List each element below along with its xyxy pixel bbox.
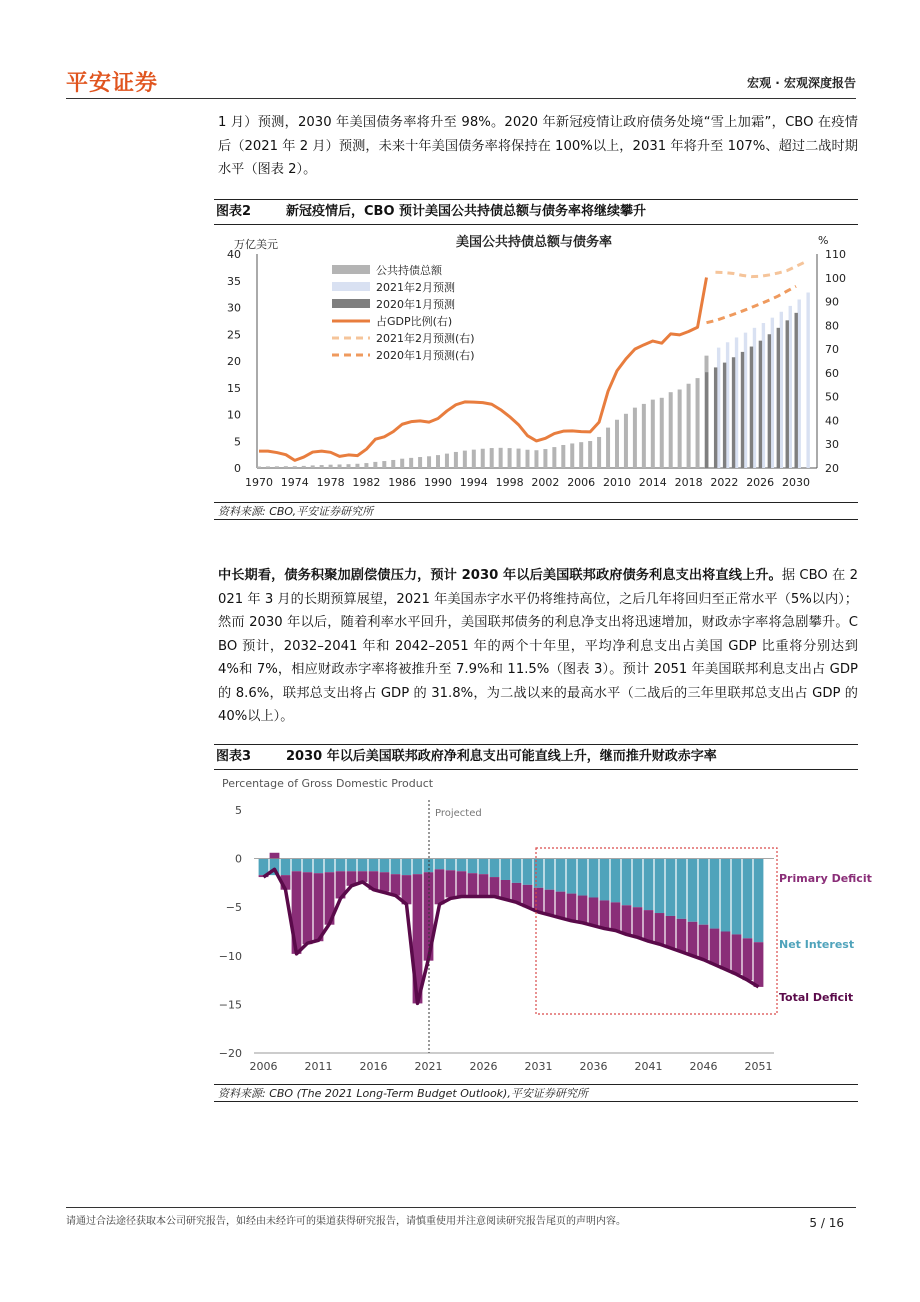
debt-bar [499, 448, 503, 468]
chart1-x-tick: 1982 [352, 476, 381, 489]
net-interest-bar [479, 859, 489, 875]
legend-label: 2020年1月预测(右) [376, 349, 475, 362]
chart1-left-unit: 万亿美元 [234, 238, 278, 251]
figure3-source: 资料来源: CBO (The 2021 Long-Term Budget Outlook),平安证券研究所 [214, 1084, 858, 1102]
forecast-2021-bar [717, 348, 720, 468]
chart1-x-tick: 2002 [531, 476, 560, 489]
chart2-y-tick: −20 [218, 1047, 242, 1060]
net-interest-bar [325, 859, 335, 873]
net-interest-bar [578, 859, 588, 896]
primary-deficit-bar [490, 877, 500, 896]
debt-bar [696, 378, 700, 468]
figure2-number: 图表2 [216, 204, 252, 219]
paragraph-2-lead: 中长期看，债务积聚加剧偿债压力，预计 2030 年以后美国联邦政府债务利息支出将直线上升。 [218, 568, 782, 583]
primary-deficit-bar [710, 929, 720, 965]
debt-bar [552, 447, 556, 468]
forecast-2021-bar [762, 323, 765, 468]
primary-deficit-bar [435, 869, 445, 904]
net-interest-bar [523, 859, 533, 885]
debt-bar [257, 467, 261, 468]
chart1-right-tick: 40 [825, 414, 839, 428]
chart1-right-tick: 30 [825, 438, 839, 452]
header-divider [66, 98, 856, 99]
debt-bar [624, 414, 628, 468]
forecast-2020-bar [741, 352, 744, 468]
chart1-right-tick: 110 [825, 248, 846, 261]
debt-bar [293, 466, 297, 468]
figure3-title: 2030 年以后美国联邦政府净利息支出可能直线上升，继而推升财政赤字率 [286, 749, 717, 764]
forecast-2020-bar [759, 341, 762, 468]
forecast-2021-bar [771, 318, 774, 468]
debt-bar [687, 384, 691, 468]
debt-bar [669, 392, 673, 468]
net-interest-bar [380, 859, 390, 873]
forecast-2020-bar [705, 372, 708, 468]
debt-bar [454, 452, 458, 468]
net-interest-bar [710, 859, 720, 929]
paragraph-2 [218, 564, 858, 729]
legend-label: 2021年2月预测 [376, 281, 455, 294]
net-interest-bar [435, 859, 445, 870]
net-interest-bar [721, 859, 731, 932]
chart1-left-tick: 0 [234, 462, 241, 475]
primary-deficit-bar [666, 916, 676, 948]
chart2-x-tick: 2011 [304, 1060, 333, 1073]
chart2-x-tick: 2036 [579, 1060, 608, 1073]
chart2-y-tick: 5 [235, 804, 242, 817]
net-interest-bar [688, 859, 698, 922]
debt-bar [642, 404, 646, 468]
debt-bar [543, 449, 547, 468]
net-interest-bar [622, 859, 632, 906]
legend-label: 占GDP比例(右) [376, 315, 453, 328]
figure2-title-bar [214, 199, 858, 225]
brand-logo: 平安证券 [66, 71, 159, 96]
chart1-x-tick: 1990 [424, 476, 452, 489]
chart1-left-tick: 5 [234, 435, 241, 449]
debt-bar [588, 441, 592, 468]
primary-deficit-bar [501, 880, 511, 899]
chart2-x-tick: 2021 [414, 1060, 443, 1073]
debt-chart [214, 226, 858, 502]
legend-swatch [332, 282, 370, 291]
primary-deficit-bar [567, 894, 577, 921]
chart1-x-tick: 2006 [567, 476, 596, 489]
forecast-2021-bar [726, 342, 729, 468]
net-interest-bar [633, 859, 643, 908]
debt-bar [347, 464, 351, 468]
net-interest-bar [611, 859, 621, 903]
net-interest-bar [358, 859, 368, 872]
chart2-x-tick: 2046 [689, 1060, 718, 1073]
footer-disclaimer: 请通过合法途径获取本公司研究报告，如经由未经许可的渠道获得研究报告，请慎重使用并注意阅读研究报告尾页的声明内容。 [66, 1216, 626, 1227]
debt-bar [427, 456, 431, 468]
forecast-2020-bar [795, 313, 798, 468]
chart2-y-tick: −15 [218, 998, 242, 1012]
net-interest-bar [501, 859, 511, 880]
net-interest-bar [336, 859, 346, 872]
chart2-x-tick: 2026 [469, 1060, 498, 1073]
figure2-title: 新冠疫情后，CBO 预计美国公共持债总额与债务率将继续攀升 [286, 204, 647, 219]
primary-deficit-bar [589, 897, 599, 925]
forecast-2020-bar [768, 334, 771, 468]
chart2-x-tick: 2051 [744, 1060, 773, 1073]
legend-label: 2020年1月预测 [376, 298, 455, 311]
primary-deficit-bar [534, 888, 544, 912]
primary-deficit-bar [556, 892, 566, 918]
chart1-left-tick: 20 [227, 355, 241, 368]
chart1-left-tick: 25 [227, 328, 241, 342]
debt-bar [275, 466, 279, 468]
debt-bar [445, 454, 449, 468]
net-interest-bar [600, 859, 610, 901]
primary-deficit-bar [600, 900, 610, 928]
forecast-2021-bar [735, 337, 738, 468]
primary-deficit-bar [314, 873, 324, 941]
forecast-2021-bar [806, 293, 809, 468]
net-interest-bar [490, 859, 500, 877]
chart1-x-tick: 1986 [388, 476, 417, 489]
report-section: 宏观 · 宏观深度报告 [747, 76, 856, 90]
debt-bar [579, 442, 583, 468]
net-interest-bar [457, 859, 467, 872]
figure3-number: 图表3 [216, 749, 252, 764]
primary-deficit-bar [644, 910, 654, 941]
chart2-x-tick: 2041 [634, 1060, 663, 1073]
chart1-x-tick: 2026 [746, 476, 775, 489]
chart1-x-tick: 1978 [316, 476, 345, 489]
net-interest-bar [556, 859, 566, 892]
primary-deficit-bar [622, 905, 632, 934]
paragraph-1: 1 月）预测，2030 年美国债务率将升至 98%。2020 年新冠疫情让政府债务处境“雪上加霜”，CBO 在疫情后（2021 年 2 月）预测，未来十年美国债务率将保持在 100%以上，2031 年将升至 107%、超过二战时期水平（图表 2）。 [218, 115, 858, 177]
projected-label: Projected [435, 808, 482, 819]
debt-bar [660, 398, 664, 468]
ratio-2021-forecast-line [715, 262, 805, 277]
debt-bar [597, 437, 601, 468]
debt-bar [355, 464, 359, 468]
forecast-2020-bar [723, 363, 726, 468]
net-interest-bar [281, 859, 291, 876]
primary-deficit-bar [754, 942, 764, 987]
chart1-x-tick: 2018 [674, 476, 703, 489]
label-total-deficit: Total Deficit [779, 991, 854, 1004]
debt-bar [517, 449, 521, 468]
primary-deficit-bar [270, 853, 280, 859]
primary-deficit-bar [391, 874, 401, 895]
primary-deficit-bar [677, 919, 687, 952]
primary-deficit-bar [468, 873, 478, 896]
debt-bar [436, 455, 440, 468]
chart1-left-tick: 15 [227, 381, 241, 395]
chart2-y-tick: −10 [218, 949, 242, 963]
legend-swatch [332, 265, 370, 274]
net-interest-bar [743, 859, 753, 939]
debt-bar [472, 450, 476, 468]
ratio-line [259, 278, 707, 461]
chart1-x-tick: 1970 [245, 476, 273, 489]
primary-deficit-bar [446, 870, 456, 897]
primary-deficit-bar [578, 896, 588, 923]
debt-bar [615, 420, 619, 468]
debt-bar [311, 465, 315, 468]
chart1-right-tick: 100 [825, 271, 846, 285]
chart1-left-tick: 10 [227, 408, 241, 422]
forecast-2020-bar [786, 320, 789, 468]
chart1-x-tick: 2014 [638, 476, 667, 489]
primary-deficit-bar [699, 925, 709, 960]
chart2-x-tick: 2016 [359, 1060, 388, 1073]
net-interest-bar [314, 859, 324, 874]
debt-bar [418, 457, 422, 468]
paragraph-2-body: 据 CBO 在 2021 年 3 月的长期预算展望，2021 年美国赤字水平仍将维持高位，之后几年将回归至正常水平（5%以内）；然而 2030 年以后，随着利率水平回升，美国联邦债务的利息净支出将迅速增加，财政赤字率将急剧攀升。CBO 预计，2032–2041 年和 2042–2051 年的两个十年里，平均净利息支出占美国 GDP 比重将分别达到 4%和 7%，相应财政赤字率将被推升至 7.9%和 11.5%（图表 3）。预计 2051 年美国联邦利息支出占 GDP 的 8.6%，联邦总支出将占 GDP 的 31.8%，为二战以来的最高水平（二战后的三年里联邦总支出占 GDP 的 40%以上）。 [218, 568, 858, 724]
net-interest-bar [699, 859, 709, 925]
chart1-x-tick: 1998 [495, 476, 524, 489]
figure2-source: 资料来源: CBO,平安证券研究所 [214, 502, 858, 520]
chart1-left-tick: 40 [227, 248, 241, 261]
net-interest-bar [589, 859, 599, 898]
primary-deficit-bar [303, 872, 313, 944]
chart1-title: 美国公共持债总额与债务率 [455, 235, 613, 250]
debt-bar [570, 443, 574, 468]
chart1-x-tick: 1994 [459, 476, 488, 489]
page-number: 5 / 16 [809, 1216, 844, 1230]
primary-deficit-bar [721, 932, 731, 970]
chart1-right-tick: 80 [825, 319, 839, 333]
primary-deficit-bar [380, 872, 390, 891]
primary-deficit-bar [611, 902, 621, 930]
label-primary-deficit: Primary Deficit [779, 872, 872, 885]
figure3-title-bar [214, 744, 858, 770]
chart1-right-tick: 90 [825, 295, 839, 309]
chart1-right-tick: 50 [825, 390, 839, 404]
net-interest-bar [446, 859, 456, 871]
net-interest-bar [666, 859, 676, 916]
debt-bar [382, 461, 386, 468]
primary-deficit-bar [457, 871, 467, 896]
chart1-right-unit: % [818, 234, 829, 247]
debt-bar [490, 448, 494, 468]
debt-bar [409, 458, 413, 468]
chart1-right-tick: 60 [825, 366, 839, 380]
debt-bar [391, 460, 395, 468]
forecast-2020-bar [777, 328, 780, 468]
debt-bar [373, 462, 377, 468]
forecast-2020-bar [750, 347, 753, 468]
net-interest-bar [545, 859, 555, 890]
legend-label: 公共持债总额 [376, 264, 442, 277]
net-interest-bar [655, 859, 665, 913]
net-interest-bar [512, 859, 522, 883]
debt-bar [266, 466, 270, 468]
chart2-title: Percentage of Gross Domestic Product [222, 777, 434, 790]
primary-deficit-bar [479, 874, 489, 896]
net-interest-bar [754, 859, 764, 943]
debt-bar [329, 465, 333, 468]
chart2-y-tick: −5 [225, 901, 242, 915]
net-interest-bar [402, 859, 412, 876]
chart1-x-tick: 1974 [280, 476, 309, 489]
chart2-x-tick: 2006 [249, 1060, 278, 1073]
chart2-x-tick: 2031 [524, 1060, 553, 1073]
primary-deficit-bar [743, 938, 753, 980]
net-interest-bar [369, 859, 379, 872]
primary-deficit-bar [633, 907, 643, 937]
forecast-2021-bar [798, 299, 801, 468]
forecast-2021-bar [744, 333, 747, 468]
primary-deficit-bar [688, 922, 698, 956]
deficit-chart [214, 770, 872, 1084]
forecast-2021-bar [780, 312, 783, 468]
chart1-x-tick: 2010 [603, 476, 631, 489]
debt-bar [284, 466, 288, 468]
net-interest-bar [303, 859, 313, 873]
net-interest-bar [468, 859, 478, 874]
chart1-left-tick: 30 [227, 301, 241, 315]
net-interest-bar [413, 859, 423, 875]
footer-divider [66, 1207, 856, 1208]
chart2-y-tick: 0 [235, 852, 242, 866]
primary-deficit-bar [655, 913, 665, 944]
forecast-2020-bar [714, 367, 717, 468]
chart1-x-tick: 2030 [782, 476, 810, 489]
forecast-2021-bar [753, 328, 756, 468]
debt-bar [481, 449, 485, 468]
net-interest-bar [391, 859, 401, 875]
forecast-2021-bar [789, 306, 792, 468]
chart1-right-tick: 70 [825, 343, 839, 357]
debt-bar [561, 445, 565, 468]
debt-bar [364, 463, 368, 468]
debt-bar [678, 390, 682, 468]
debt-bar [606, 428, 610, 468]
label-net-interest: Net Interest [779, 938, 855, 951]
legend-swatch [332, 299, 370, 308]
primary-deficit-bar [732, 934, 742, 974]
net-interest-bar [732, 859, 742, 935]
net-interest-bar [644, 859, 654, 911]
net-interest-bar [347, 859, 357, 872]
net-interest-bar [534, 859, 544, 888]
net-interest-bar [292, 859, 302, 872]
debt-bar [651, 400, 655, 468]
net-interest-bar [677, 859, 687, 919]
debt-bar [320, 465, 324, 468]
legend-label: 2021年2月预测(右) [376, 332, 475, 345]
chart1-left-tick: 35 [227, 274, 241, 288]
debt-bar [463, 451, 467, 468]
debt-bar [534, 450, 538, 468]
debt-bar [338, 464, 342, 468]
forecast-2020-bar [732, 357, 735, 468]
debt-bar [302, 466, 306, 468]
debt-bar [633, 408, 637, 468]
debt-bar [526, 450, 530, 468]
debt-bar [400, 459, 404, 468]
primary-deficit-bar [545, 890, 555, 915]
net-interest-bar [567, 859, 577, 894]
primary-deficit-bar [512, 883, 522, 902]
chart1-x-tick: 2022 [710, 476, 739, 489]
debt-bar [508, 448, 512, 468]
chart1-right-tick: 20 [825, 462, 839, 475]
